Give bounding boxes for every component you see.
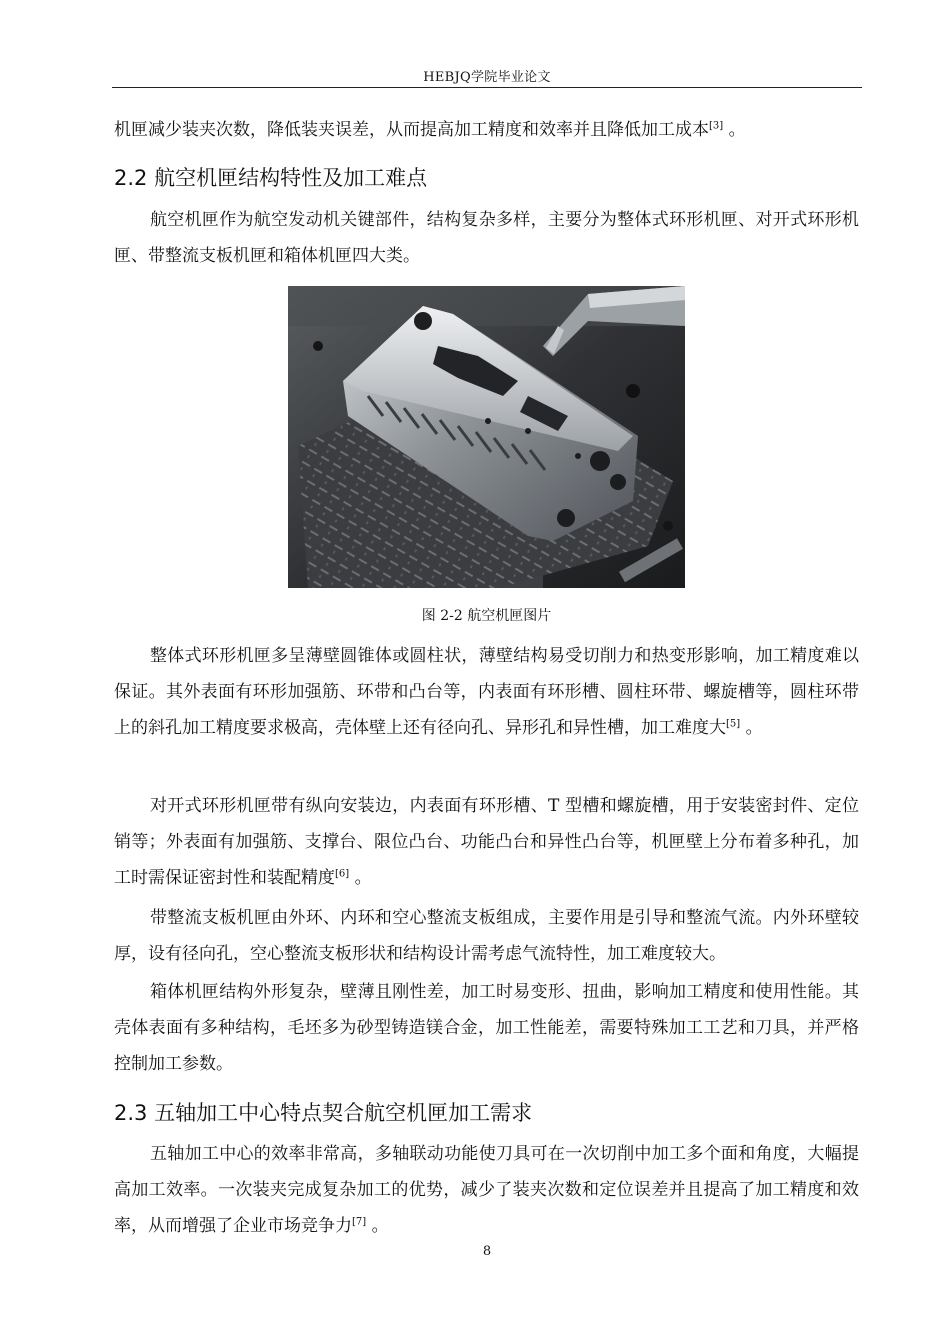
paragraph-tail: 。 — [740, 718, 763, 738]
paragraph-text: 五轴加工中心的效率非常高，多轴联动功能使刀具可在一次切削中加工多个面和角度，大幅提高加工效率。一次装夹完成复杂加工的优势，减少了装夹次数和定位误差并且提高了加工精度和效率，从而增强了企业市场竞争力 — [114, 1144, 859, 1236]
casing-illustration — [288, 286, 685, 588]
citation-ref: [5] — [726, 718, 741, 730]
paragraph-strut-casing — [114, 900, 859, 972]
page-header: HEBJQ学院毕业论文 — [423, 70, 551, 85]
citation-ref: [7] — [352, 1216, 367, 1228]
paragraph-integral-casing — [114, 638, 859, 746]
header-rule — [112, 87, 862, 88]
citation-ref: [3] — [709, 120, 724, 132]
paragraph-text: 航空机匣作为航空发动机关键部件，结构复杂多样，主要分为整体式环形机匣、对开式环形机匣、带整流支板机匣和箱体机匣四大类。 — [114, 210, 859, 266]
paragraph-five-axis — [114, 1136, 859, 1244]
paragraph-casing-types — [114, 202, 859, 274]
paragraph-intro-continued — [114, 112, 859, 148]
section-heading-2-2: 2.2 航空机匣结构特性及加工难点 — [114, 166, 428, 190]
paragraph-split-casing — [114, 788, 859, 896]
paragraph-text: 机匣减少装夹次数，降低装夹误差，从而提高加工精度和效率并且降低加工成本 — [114, 120, 709, 140]
paragraph-text: 对开式环形机匣带有纵向安装边，内表面有环形槽、T 型槽和螺旋槽，用于安装密封件、定位销等；外表面有加强筋、支撑台、限位凸台、功能凸台和异性凸台等，机匣壁上分布着多种孔，加工时需保证密封性和装配精度 — [114, 796, 859, 888]
paragraph-text: 整体式环形机匣多呈薄壁圆锥体或圆柱状，薄壁结构易受切削力和热变形影响，加工精度难以保证。其外表面有环形加强筋、环带和凸台等，内表面有环形槽、圆柱环带、螺旋槽等，圆柱环带上的斜孔加工精度要求极高，壳体壁上还有径向孔、异形孔和异性槽，加工难度大 — [114, 646, 859, 738]
aero-casing-photo — [288, 286, 685, 588]
paragraph-tail: 。 — [349, 868, 372, 888]
paragraph-box-casing — [114, 974, 859, 1082]
paragraph-text: 箱体机匣结构外形复杂，壁薄且刚性差，加工时易变形、扭曲，影响加工精度和使用性能。其壳体表面有多种结构，毛坯多为砂型铸造镁合金，加工性能差，需要特殊加工工艺和刀具，并严格控制加工参数。 — [114, 982, 859, 1074]
citation-ref: [6] — [335, 868, 350, 880]
paragraph-tail: 。 — [366, 1216, 389, 1236]
paragraph-tail: 。 — [723, 120, 746, 140]
page-number: 8 — [482, 1244, 492, 1259]
paragraph-text: 带整流支板机匣由外环、内环和空心整流支板组成，主要作用是引导和整流气流。内外环壁较厚，设有径向孔，空心整流支板形状和结构设计需考虑气流特性，加工难度较大。 — [114, 908, 859, 964]
section-heading-2-3: 2.3 五轴加工中心特点契合航空机匣加工需求 — [114, 1101, 533, 1125]
figure-caption: 图 2-2 航空机匣图片 — [421, 608, 552, 624]
